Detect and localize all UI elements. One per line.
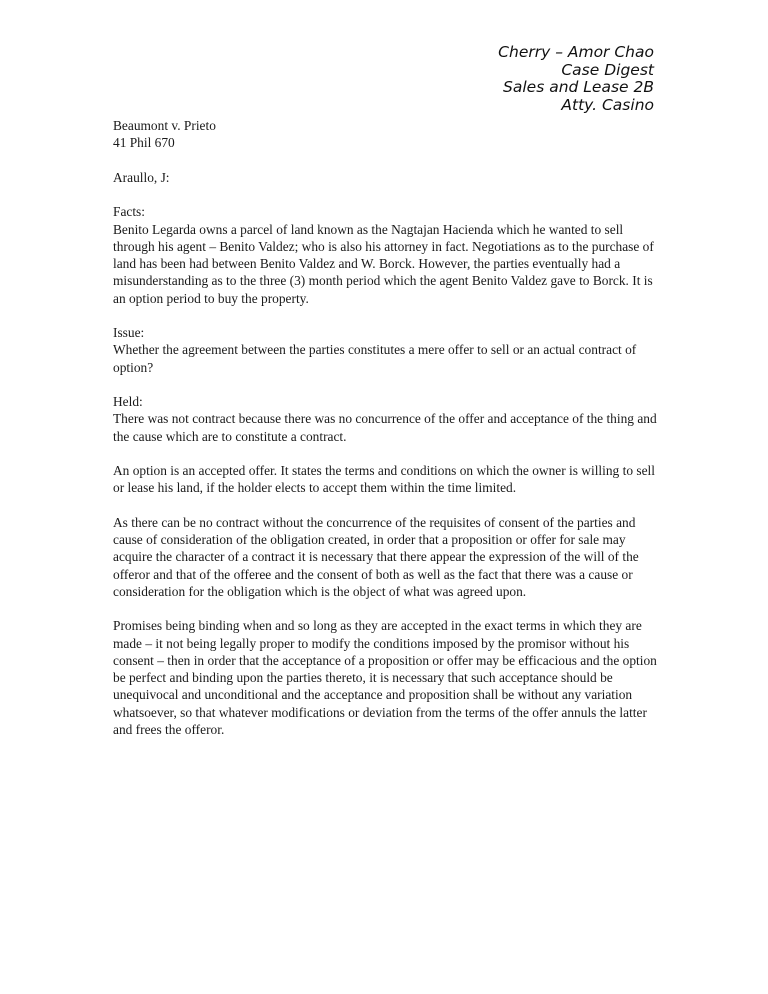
professor-name: Atty. Casino (561, 95, 654, 114)
case-ponente: Araullo, J: (113, 169, 170, 185)
facts-heading: Facts: (113, 204, 145, 220)
document-header (498, 44, 654, 114)
held-paragraph: As there can be no contract without the concurrence of the requisites of consent of the parties and cause of consideration of the obligation created, in order that a proposition or offer for sale may acquire the character of a contract it is necessary that there appear the expression of the will of the offeror and that of the offeree and the consent of both as well as the fact that there was a cause or consideration for the obligation which is the object of what was agreed upon. (113, 514, 639, 599)
case-caption (113, 117, 659, 152)
case-title: Beaumont v. Prieto (113, 118, 216, 133)
issue-heading: Issue: (113, 325, 145, 340)
held-heading: Held: (113, 394, 143, 409)
facts-text: Benito Legarda owns a parcel of land known as the Nagtajan Hacienda which he wanted to sell through his agent – Benito Valdez; who is also his attorney in fact. Negotiations as to the purchase of land has been had between Benito Valdez and W. Borck. However, the parties eventually had a misunderstanding as to the three (3) month period which the agent Benito Valdez gave to Borck. It is an option period to buy the property. (113, 221, 654, 306)
issue-section (113, 324, 659, 376)
issue-text: Whether the agreement between the parties constitutes a mere offer to sell or an actual contract of option? (113, 342, 637, 375)
document-type: Case Digest (561, 60, 654, 79)
subject-name: Sales and Lease 2B (503, 78, 654, 96)
held-section (113, 393, 659, 445)
held-paragraph: There was not contract because there was no concurrence of the offer and acceptance of the thing and the cause which are to constitute a contract. (113, 411, 657, 444)
facts-section (113, 203, 659, 307)
case-citation: 41 Phil 670 (113, 135, 175, 151)
held-paragraph: An option is an accepted offer. It states the terms and conditions on which the owner is willing to sell or lease his land, if the holder elects to accept them within the time limited. (113, 463, 655, 496)
author-name: Cherry – Amor Chao (498, 43, 654, 61)
held-paragraph: Promises being binding when and so long as they are accepted in the exact terms in which they are made – it not being legally proper to modify the conditions imposed by the promisor without his consent – then in order that the acceptance of a proposition or offer may be efficacious and the option be perfect and binding upon the parties thereto, it is necessary that such acceptance should be unequivocal and unconditional and the acceptance and proposition shall be without any variation whatsoever, so that whatever modifications or deviation from the terms of the offer annuls the latter and frees the offeror. (113, 618, 657, 737)
document-body (113, 117, 659, 755)
